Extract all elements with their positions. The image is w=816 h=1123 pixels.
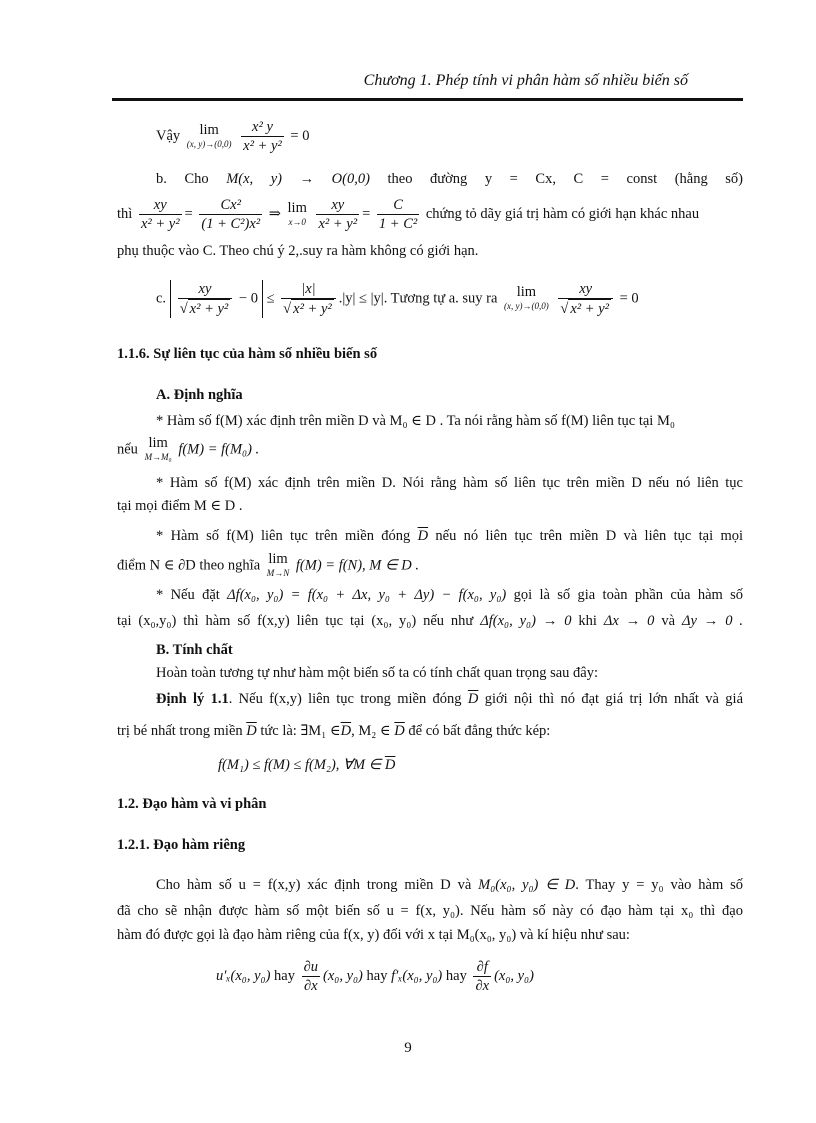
absolute-value: $\frac{xy}{\text{√ x² + y²}}$ − 0 xyxy=(170,280,263,318)
partial-line3: hàm đó được gọi là đạo hàm riêng của f(x, y) đối với x tại M₀(x₀, y₀) và kí hiệu như sau: xyxy=(117,927,630,943)
fraction: $\frac{xy}{\text{x² + y²}}$ xyxy=(318,197,358,232)
para-b-line3: phụ thuộc vào C. Theo chú ý 2,.suy ra hàm không có giới hạn. xyxy=(117,243,479,259)
def1-line1: * Hàm số f(M) xác định trên miền D và M₀ ∈ D . Ta nói rằng hàm số f(M) liên tục tại M₀ xyxy=(156,413,675,429)
partial-line2: đã cho sẽ nhận được hàm số một biến số u = f(x, y₀). Nếu hàm số này có đạo hàm tại x₀ thì đạo xyxy=(117,903,743,919)
para-b-line2: thì $\frac{xy}{\text{x² + y²}}$ = $\frac{\text{Cx²}}{\text{(1 + C²)x²}}$ ⇒ lim x→0 $\frac{xy}{\text{x² + y²}}$ = $\frac{C}{\text{1 + C²}}$ chứng tỏ dãy giá trị hàm có giới hạn khác nhau xyxy=(117,197,700,232)
section-heading-1-2-1: 1.2.1. Đạo hàm riêng xyxy=(117,837,246,853)
def2-line1: * Hàm số f(M) xác định trên miền D. Nói rằng hàm số liên tục trên miền D nếu nó liên tục xyxy=(156,475,743,491)
section-heading-1-2: 1.2. Đạo hàm và vi phân xyxy=(117,796,267,812)
fraction: $\frac{\text{Cx²}}{\text{(1 + C²)x²}}$ xyxy=(201,197,261,232)
subheading-b: B. Tính chất xyxy=(156,642,233,658)
limit-operator: lim (x, y)→(0,0) xyxy=(186,121,232,149)
fraction: $\frac{|x|}{\text{√ x² + y²}}$ xyxy=(281,280,336,318)
fraction: $\frac{\text{x² y}}{\text{x² + y²}}$ xyxy=(243,119,282,154)
header-rule xyxy=(112,98,743,101)
limit-operator: lim x→0 xyxy=(287,199,307,227)
fraction: $\frac{xy}{\text{√ x² + y²}}$ xyxy=(558,280,613,318)
subheading-a: A. Định nghĩa xyxy=(156,387,243,403)
def4-line2: tại (x₀,y₀) thì hàm số f(x,y) liên tục tại (x₀, y₀) nếu như Δf(x₀, y₀) → 0 khi Δx → 0 và Δy → 0 . xyxy=(117,613,744,629)
text: Vậy xyxy=(156,127,181,144)
para-a xyxy=(156,118,743,155)
limit-operator: lim (x, y)→(0,0) xyxy=(504,284,549,311)
fraction: $\frac{xy}{\text{x² + y²}}$ xyxy=(140,197,180,232)
text: = 0 xyxy=(290,127,310,144)
theorem-line2: trị bé nhất trong miền $\overline{D}$ tức là: ∃M₁ $\in\overline{D}$, M₂ ∈ $\overline{D}$ để có bất đẳng thức kép: xyxy=(117,723,551,739)
page-number: 9 xyxy=(404,1040,412,1056)
fraction: $\frac{C}{\text{1 + C²}}$ xyxy=(378,197,418,232)
def3-line1: * Hàm số f(M) liên tục trên miền đóng $\overline{D}$ nếu nó liên tục trên miền D và liên tục tại mọi xyxy=(156,528,744,544)
inequality: f(M₁) ≤ f(M) ≤ f(M₂), ∀M ∈ $\overline{D}$ xyxy=(218,757,396,773)
theorem-line1: Định lý 1.1. Nếu f(x,y) liên tục trong miền đóng $\overline{D}$ giới nội thì nó đạt giá trị lớn nhất và giá xyxy=(156,691,744,707)
def2-line2: tại mọi điểm M ∈ D . xyxy=(117,498,243,514)
partial-line1: Cho hàm số u = f(x,y) xác định trong miền D và M₀(x₀, y₀) ∈ D. Thay y = y₀ vào hàm số xyxy=(156,877,743,893)
partial-notation: u′ₓ(x₀, y₀) hay $\frac{\partial u}{\partial x}$ (x₀, y₀) hay f′ₓ(x₀, y₀) hay $\frac{\partial f}{\partial x}$ (x₀, y₀) xyxy=(216,959,534,994)
para-c: c. $\frac{xy}{\text{√ x² + y²}}$ − 0 ≤ $\frac{|x|}{\text{√ x² + y²}}$ .|y| ≤ |y|. Tương tự a. suy ra lim (x, y)→(0,0) $\frac{xy}{\text{√ x² + y²}}$ = 0 xyxy=(156,281,639,317)
para-b-line1: b. Cho M(x, y) → O(0,0) theo đường y = Cx, C = const (hằng số) xyxy=(156,171,744,187)
property-intro: Hoàn toàn tương tự như hàm một biến số ta có tính chất quan trọng sau đây: xyxy=(156,665,598,681)
def3-line2: điểm N ∈ ∂D theo nghĩa lim M→N f(M) = f(N), M ∈ D . xyxy=(117,551,419,578)
section-heading-1-1-6: 1.1.6. Sự liên tục của hàm số nhiều biến số xyxy=(117,346,378,362)
def4-line1: * Nếu đặt Δf(x₀, y₀) = f(x₀ + Δx, y₀ + Δy) − f(x₀, y₀) gọi là số gia toàn phần của hàm số xyxy=(156,587,744,603)
def1-line2: nếu lim M→M₀ f(M) = f(M₀) . xyxy=(117,435,260,462)
chapter-header: Chương 1. Phép tính vi phân hàm số nhiều biến số xyxy=(363,72,688,89)
